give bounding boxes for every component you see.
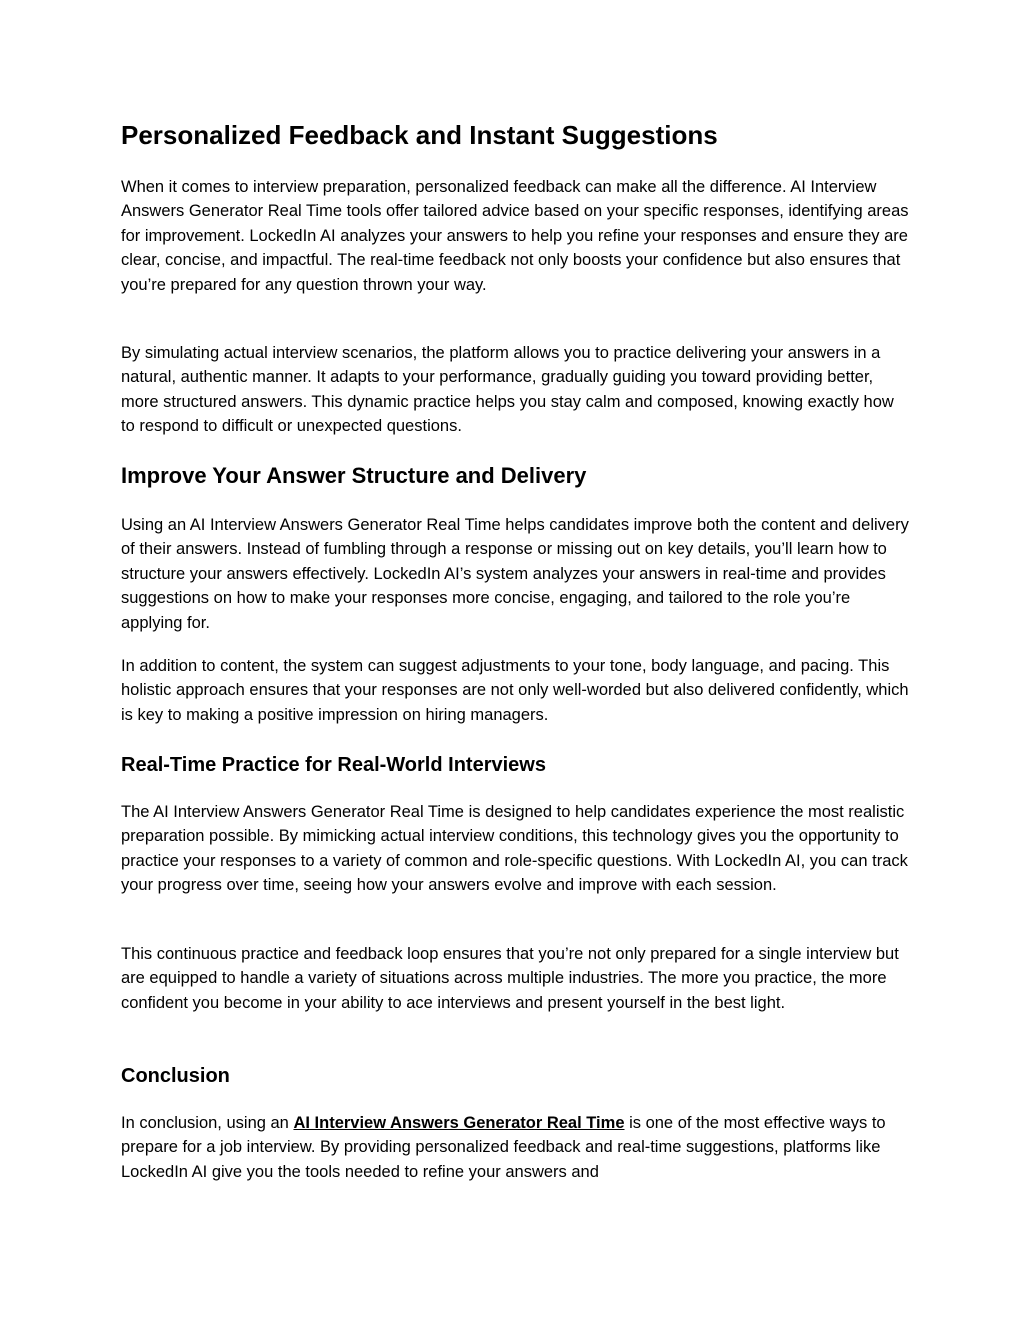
paragraph-conclusion [121,1111,911,1184]
paragraph-personalized-feedback-2: By simulating actual interview scenarios, the platform allows you to practice delivering your answers in a natural, authentic manner. It adapts to your performance, gradually guiding you toward providing better, more structured answers. This dynamic practice helps you stay calm and composed, knowing exactly how to respond to difficult or unexpected questions. [121,344,894,436]
paragraph-real-time-practice-1: The AI Interview Answers Generator Real Time is designed to help candidates experience the most realistic preparation possible. By mimicking actual interview conditions, this technology gives you the opportunity to practice your responses to a variety of common and role-specific questions. With LockedIn AI, you can track your progress over time, seeing how your answers evolve and improve with each session. [121,803,908,895]
paragraph-real-time-practice-2: This continuous practice and feedback loop ensures that you’re not only prepared for a single interview but are equipped to handle a variety of situations across multiple industries. The more you practice, the more confident you become in your ability to ace interviews and present yourself in the best light. [121,945,899,1012]
ai-interview-generator-link[interactable]: AI Interview Answers Generator Real Time [293,1114,625,1132]
section-heading-conclusion: Conclusion [121,1065,230,1087]
paragraph-answer-structure-2: In addition to content, the system can suggest adjustments to your tone, body language, and pacing. This holistic approach ensures that your responses are not only well-worded but also delivered confidently, which is key to making a positive impression on hiring managers. [121,657,909,724]
section-heading-answer-structure: Improve Your Answer Structure and Delivery [121,463,587,488]
conclusion-text-before: In conclusion, using an [121,1114,294,1132]
section-heading-personalized-feedback: Personalized Feedback and Instant Suggestions [121,120,718,150]
conclusion-text-after: is one of the most effective ways to prepare for a job interview. By providing personalized feedback and real-time suggestions, platforms like LockedIn AI give you the tools needed to refine your answers and [121,1114,886,1181]
section-heading-real-time-practice: Real-Time Practice for Real-World Interviews [121,754,546,776]
paragraph-personalized-feedback-1: When it comes to interview preparation, personalized feedback can make all the difference. AI Interview Answers Generator Real Time tools offer tailored advice based on your specific responses, identifying areas for improvement. LockedIn AI analyzes your answers to help you refine your responses and ensure they are clear, concise, and impactful. The real-time feedback not only boosts your confidence but also ensures that you’re prepared for any question thrown your way. [121,178,909,294]
paragraph-answer-structure-1: Using an AI Interview Answers Generator Real Time helps candidates improve both the content and delivery of their answers. Instead of fumbling through a response or missing out on key details, you’ll learn how to structure your answers effectively. LockedIn AI’s system analyzes your answers in real-time and provides suggestions on how to make your responses more concise, engaging, and tailored to the role you’re applying for. [121,516,909,632]
